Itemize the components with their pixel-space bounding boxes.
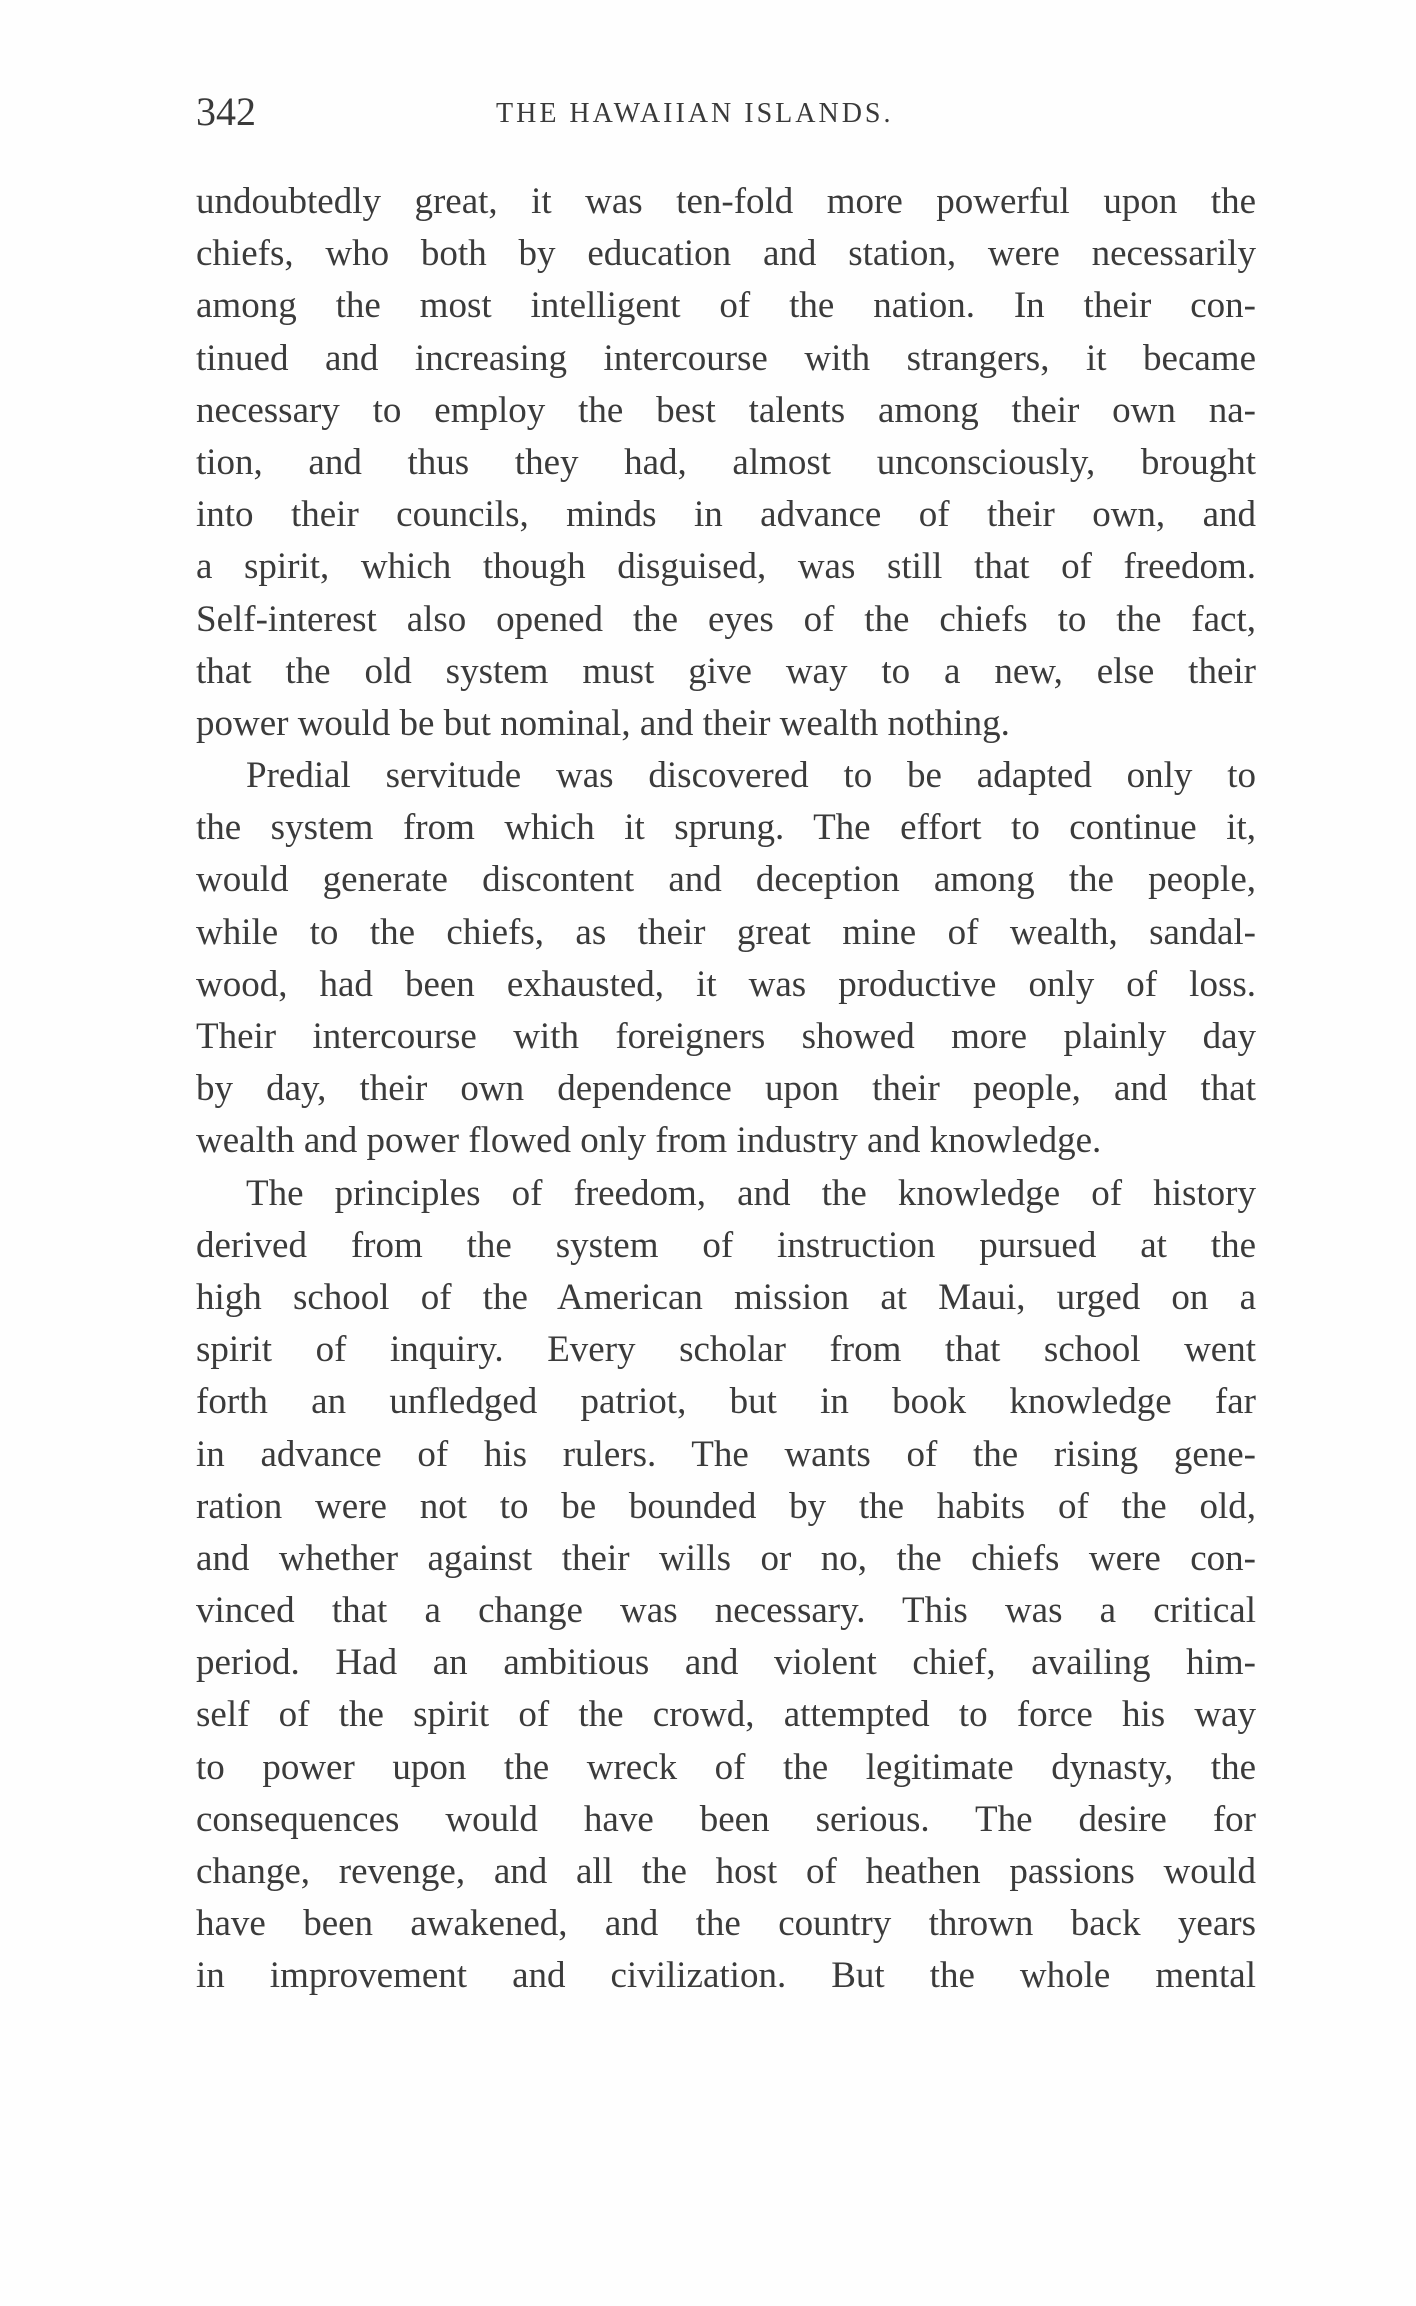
text-line: change, revenge, and all the host of heathen passions would [196, 1851, 1256, 1892]
page-header [196, 88, 1256, 148]
text-line: necessary to employ the best talents among their own na- [196, 389, 1256, 431]
page-number: 342 [196, 89, 256, 134]
text-line: period. Had an ambitious and violent chief, availing him- [196, 1642, 1256, 1684]
text-line: undoubtedly great, it was ten-fold more powerful upon the [196, 181, 1256, 222]
text-line: high school of the American mission at Maui, urged on a [196, 1276, 1256, 1318]
text-line: The principles of freedom, and the knowledge of history [246, 1172, 1256, 1214]
text-line: into their councils, minds in advance of their own, and [196, 494, 1256, 536]
text-line: ration were not to be bounded by the habits of the old, [196, 1485, 1256, 1527]
text-line: forth an unfledged patriot, but in book knowledge far [196, 1381, 1256, 1423]
text-line: tion, and thus they had, almost unconsciously, brought [196, 441, 1256, 483]
text-line: among the most intelligent of the nation. In their con- [196, 285, 1256, 327]
text-line: a spirit, which though disguised, was still that of freedom. [196, 546, 1256, 588]
body-text [196, 176, 1256, 2003]
running-head: THE HAWAIIAN ISLANDS. [496, 98, 894, 129]
text-line: that the old system must give way to a new, else their [196, 650, 1256, 692]
text-line: wood, had been exhausted, it was productive only of loss. [196, 963, 1256, 1005]
text-line: to power upon the wreck of the legitimate dynasty, the [196, 1746, 1256, 1788]
text-line: by day, their own dependence upon their people, and that [196, 1068, 1256, 1110]
text-line: tinued and increasing intercourse with strangers, it became [196, 337, 1256, 379]
text-line: derived from the system of instruction pursued at the [196, 1224, 1256, 1266]
text-line: Their intercourse with foreigners showed more plainly day [196, 1016, 1256, 1057]
text-line: and whether against their wills or no, the chiefs were con- [196, 1537, 1256, 1579]
text-line: while to the chiefs, as their great mine of wealth, sandal- [196, 911, 1256, 953]
text-line: Self-interest also opened the eyes of the chiefs to the fact, [196, 598, 1256, 640]
text-line: the system from which it sprung. The effort to continue it, [196, 807, 1256, 849]
text-line: vinced that a change was necessary. This was a critical [196, 1590, 1256, 1632]
text-line: wealth and power flowed only from industry and knowledge. [196, 1120, 1102, 1162]
text-line: spirit of inquiry. Every scholar from that school went [196, 1329, 1256, 1371]
text-line: in improvement and civilization. But the whole mental [196, 1955, 1256, 1997]
text-line: power would be but nominal, and their wealth nothing. [196, 702, 1010, 744]
text-line: Predial servitude was discovered to be adapted only to [246, 755, 1256, 797]
text-line: in advance of his rulers. The wants of the rising gene- [196, 1433, 1256, 1475]
text-line: consequences would have been serious. The desire for [196, 1798, 1256, 1840]
text-line: self of the spirit of the crowd, attempted to force his way [196, 1694, 1256, 1736]
text-line: would generate discontent and deception among the people, [196, 859, 1256, 901]
text-line: chiefs, who both by education and station, were necessarily [196, 233, 1256, 275]
text-line: have been awakened, and the country thrown back years [196, 1903, 1256, 1945]
